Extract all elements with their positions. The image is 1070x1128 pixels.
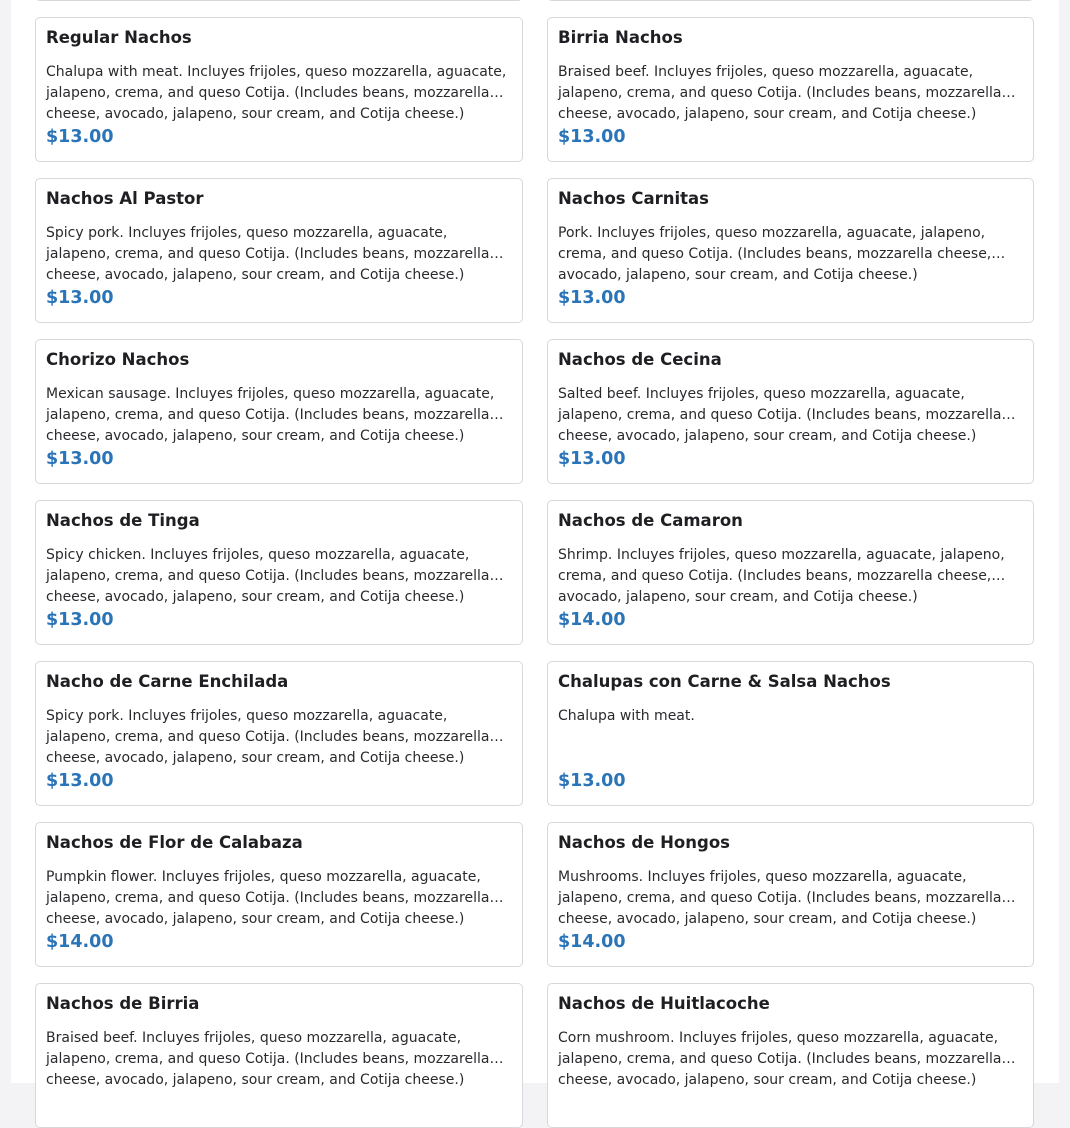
menu-item-price: $13.00 (558, 127, 626, 147)
menu-item-description: Shrimp. Incluyes frijoles, queso mozzarella, aguacate, jalapeno, crema, and queso Cotija. (Includes beans, mozzarella cheese, avocado, jalapeno, sour cream, and Cotija cheese.) (558, 547, 1005, 605)
menu-item-price: $13.00 (46, 127, 114, 147)
menu-item-description: Spicy pork. Incluyes frijoles, queso mozzarella, aguacate, jalapeno, crema, and queso Cotija. (Includes beans, mozzarella cheese, avocado, jalapeno, sour cream, and Cotija cheese.) (46, 708, 490, 766)
menu-item-name: Nachos Al Pastor (46, 189, 204, 208)
menu-item-description: Chalupa with meat. Incluyes frijoles, queso mozzarella, aguacate, jalapeno, crema, and queso Cotija. (Includes beans, mozzarella cheese, avocado, jalapeno, sour cream, and Cotija cheese.) (46, 64, 507, 122)
menu-item-description: Corn mushroom. Incluyes frijoles, queso mozzarella, aguacate, jalapeno, crema, and queso Cotija. (Includes beans, mozzarella cheese, avocado, jalapeno, sour cream, and Cotija cheese.) (558, 1030, 1002, 1088)
menu-item-description: Braised beef. Incluyes frijoles, queso mozzarella, aguacate, jalapeno, crema, and queso Cotija. (Includes beans, mozzarella cheese, avocado, jalapeno, sour cream, and Cotija cheese.) (46, 1030, 490, 1088)
menu-item-price: $13.00 (558, 449, 626, 469)
menu-item-description: Salted beef. Incluyes frijoles, queso mozzarella, aguacate, jalapeno, crema, and queso Cotija. (Includes beans, mozzarella cheese, avocado, jalapeno, sour cream, and Cotija cheese.) (558, 386, 1002, 444)
menu-item-card[interactable] (35, 661, 523, 806)
menu-item-price: $14.00 (558, 610, 626, 630)
menu-item-card[interactable] (35, 822, 523, 967)
menu-item-name: Nachos de Birria (46, 994, 200, 1013)
menu-item-card[interactable] (547, 822, 1034, 967)
menu-item-price: $13.00 (558, 288, 626, 308)
menu-item-name: Birria Nachos (558, 28, 683, 47)
menu-item-description: Pumpkin flower. Incluyes frijoles, queso mozzarella, aguacate, jalapeno, crema, and queso Cotija. (Includes beans, mozzarella cheese, avocado, jalapeno, sour cream, and Cotija cheese.) (46, 869, 490, 927)
menu-item-name: Nachos de Camaron (558, 511, 743, 530)
menu-item-name: Nachos de Tinga (46, 511, 200, 530)
menu-item-price: $13.00 (46, 610, 114, 630)
menu-item-name: Nachos de Huitlacoche (558, 994, 770, 1013)
menu-item-card[interactable] (547, 500, 1034, 645)
menu-item-name: Chorizo Nachos (46, 350, 190, 369)
menu-item-name: Nachos Carnitas (558, 189, 709, 208)
menu-item-description: Chalupa with meat. (558, 708, 695, 724)
menu-item-price: $13.00 (46, 288, 114, 308)
menu-item-name: Nachos de Cecina (558, 350, 722, 369)
menu-item-card[interactable] (35, 339, 523, 484)
menu-item-name: Nachos de Hongos (558, 833, 730, 852)
menu-item-price: $14.00 (558, 932, 626, 952)
menu-item-price: $13.00 (558, 771, 626, 791)
menu-item-card[interactable] (547, 178, 1034, 323)
menu-item-name: Regular Nachos (46, 28, 192, 47)
menu-item-description: Mexican sausage. Incluyes frijoles, queso mozzarella, aguacate, jalapeno, crema, and queso Cotija. (Includes beans, mozzarella cheese, avocado, jalapeno, sour cream, and Cotija cheese.) (46, 386, 495, 444)
menu-item-description: Braised beef. Incluyes frijoles, queso mozzarella, aguacate, jalapeno, crema, and queso Cotija. (Includes beans, mozzarella cheese, avocado, jalapeno, sour cream, and Cotija cheese.) (558, 64, 1002, 122)
menu-item-card[interactable] (35, 17, 523, 162)
menu-item-description: Mushrooms. Incluyes frijoles, queso mozzarella, aguacate, jalapeno, crema, and queso Cotija. (Includes beans, mozzarella cheese, avocado, jalapeno, sour cream, and Cotija cheese.) (558, 869, 1002, 927)
menu-item-description: Pork. Incluyes frijoles, queso mozzarella, aguacate, jalapeno, crema, and queso Cotija. (Includes beans, mozzarella cheese, avocado, jalapeno, sour cream, and Cotija cheese.) (558, 225, 992, 283)
menu-item-price: $14.00 (46, 932, 114, 952)
menu-item-card[interactable] (547, 983, 1034, 1128)
menu-item-price: $13.00 (46, 449, 114, 469)
menu-item-name: Nacho de Carne Enchilada (46, 672, 289, 691)
menu-item-card[interactable] (35, 983, 523, 1128)
menu-item-name: Chalupas con Carne & Salsa Nachos (558, 672, 891, 691)
menu-item-price: $13.00 (46, 771, 114, 791)
menu-item-card[interactable] (35, 500, 523, 645)
menu-item-name: Nachos de Flor de Calabaza (46, 833, 303, 852)
menu-item-grid (35, 0, 1034, 1128)
menu-item-description: Spicy pork. Incluyes frijoles, queso mozzarella, aguacate, jalapeno, crema, and queso Cotija. (Includes beans, mozzarella cheese, avocado, jalapeno, sour cream, and Cotija cheese.) (46, 225, 490, 283)
menu-page (11, 0, 1059, 1088)
menu-item-card[interactable] (547, 661, 1034, 806)
menu-item-card[interactable] (547, 0, 1034, 1)
menu-item-card[interactable] (35, 178, 523, 323)
menu-item-description: Spicy chicken. Incluyes frijoles, queso mozzarella, aguacate, jalapeno, crema, and queso Cotija. (Includes beans, mozzarella cheese, avocado, jalapeno, sour cream, and Cotija cheese.) (46, 547, 490, 605)
menu-item-card[interactable] (547, 339, 1034, 484)
menu-item-card[interactable] (35, 0, 523, 1)
menu-item-card[interactable] (547, 17, 1034, 162)
